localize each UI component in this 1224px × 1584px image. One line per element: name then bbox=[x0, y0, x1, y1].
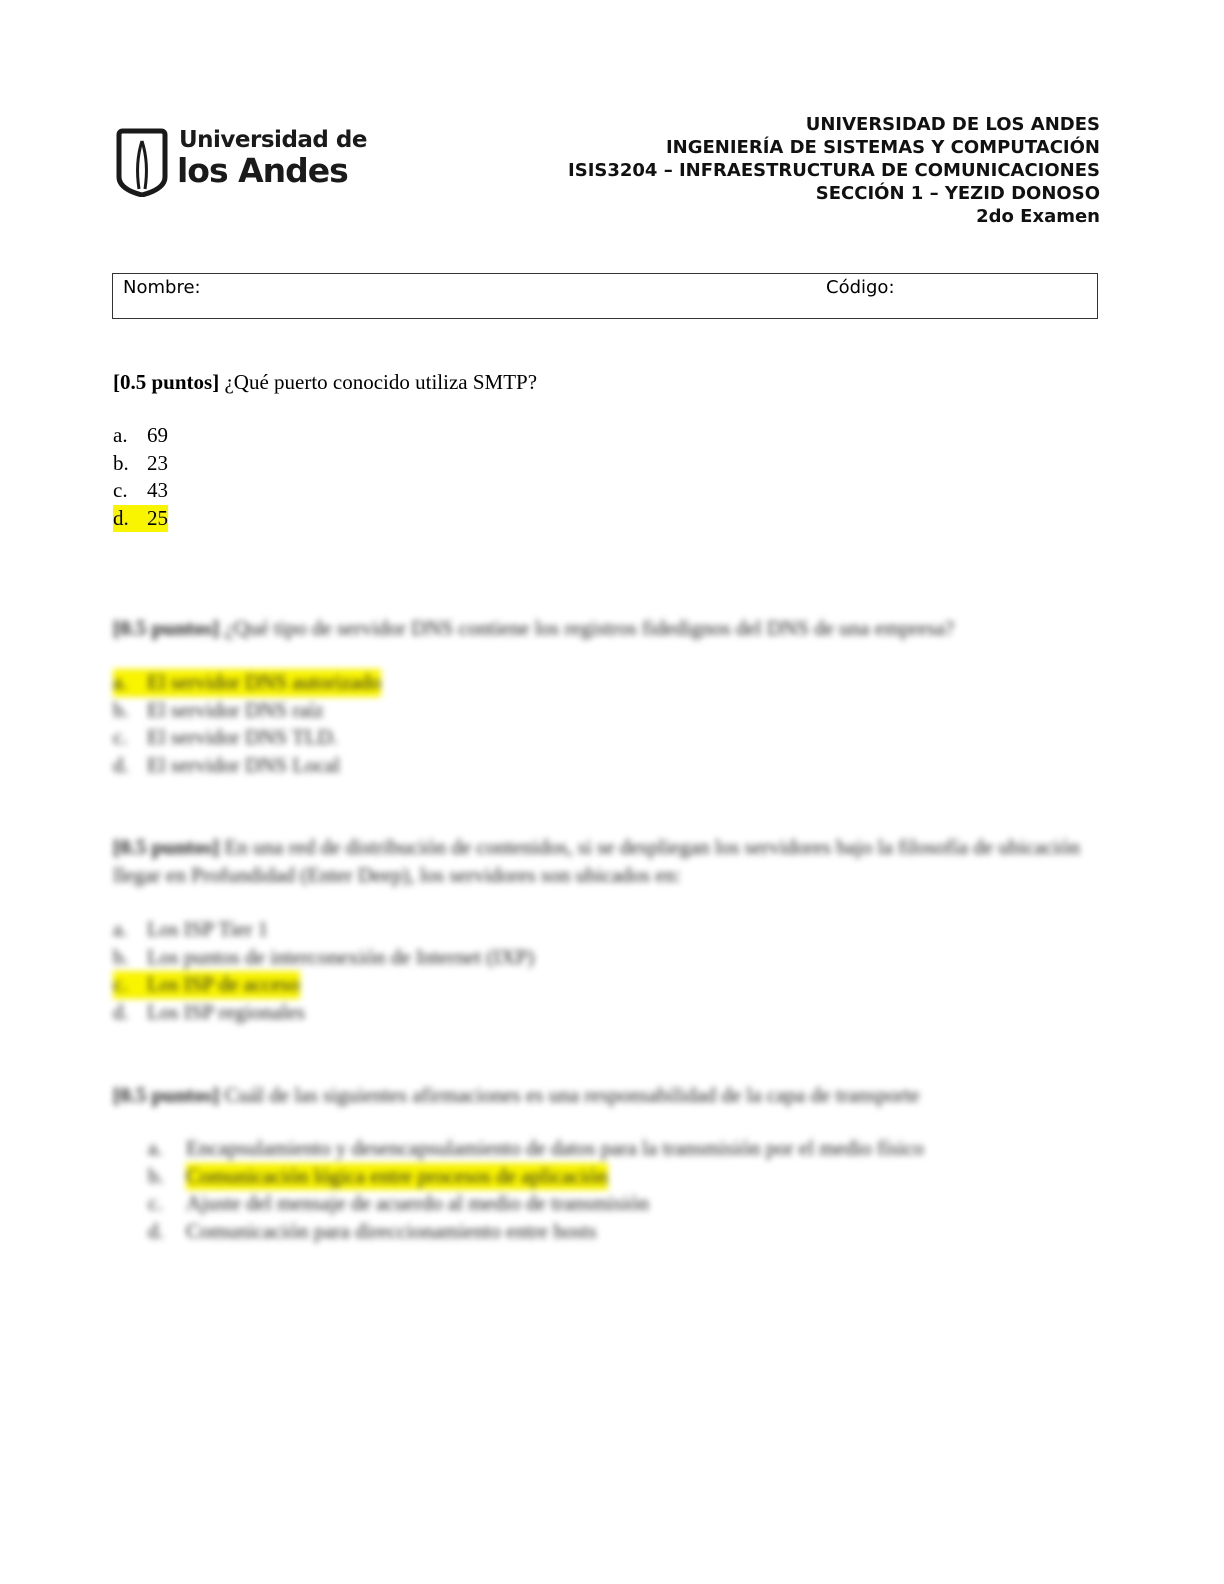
option bbox=[113, 999, 534, 1027]
question-1-options bbox=[113, 422, 168, 532]
header-course: ISIS3204 – INFRAESTRUCTURA DE COMUNICACIONES bbox=[568, 160, 1100, 181]
question-text: ¿Qué tipo de servidor DNS contiene los registros fidedignos del DNS de una empresa? bbox=[224, 616, 955, 640]
option-letter: a. bbox=[113, 423, 128, 447]
highlight bbox=[113, 669, 381, 697]
option bbox=[113, 944, 534, 972]
option bbox=[113, 697, 381, 725]
logo-line-1: Universidad de bbox=[179, 127, 367, 153]
question-2-options bbox=[113, 669, 381, 779]
option bbox=[148, 1218, 924, 1246]
option-highlighted bbox=[113, 971, 534, 999]
question-points: [0.5 puntos] bbox=[113, 835, 220, 859]
highlight bbox=[113, 505, 168, 533]
university-emblem-icon bbox=[113, 127, 171, 197]
question-3-options bbox=[113, 916, 534, 1026]
question-4 bbox=[113, 1081, 1103, 1109]
option-letter: c. bbox=[113, 478, 128, 502]
student-info-box bbox=[112, 273, 1098, 319]
document-header bbox=[568, 113, 1100, 228]
option-letter: b. bbox=[113, 450, 129, 475]
option-text: Comunicación para direccionamiento entre hosts bbox=[186, 1218, 597, 1243]
question-points: [0.5 puntos] bbox=[113, 370, 220, 394]
option bbox=[148, 1135, 924, 1163]
option-text: El servidor DNS TLD. bbox=[147, 725, 338, 749]
option-text: Los ISP Tier 1 bbox=[147, 917, 269, 941]
question-4-options bbox=[148, 1135, 924, 1245]
question-1 bbox=[113, 368, 1103, 396]
option-text: Los ISP de acceso bbox=[147, 972, 300, 996]
header-exam: 2do Examen bbox=[976, 206, 1100, 227]
header-department: INGENIERÍA DE SISTEMAS Y COMPUTACIÓN bbox=[665, 137, 1100, 158]
option-letter: b. bbox=[113, 697, 129, 722]
option-text: Los puntos de interconexión de Internet (IXP) bbox=[147, 944, 535, 969]
option bbox=[113, 724, 381, 752]
name-label: Nombre: bbox=[123, 277, 201, 298]
option-highlighted bbox=[113, 669, 381, 697]
option-text: Los ISP regionales bbox=[147, 999, 305, 1024]
option-text: El servidor DNS raíz bbox=[147, 697, 324, 722]
option-text: Comunicación lógica entre procesos de aplicación bbox=[186, 1163, 608, 1188]
question-2 bbox=[113, 614, 1103, 642]
header-section: SECCIÓN 1 – YEZID DONOSO bbox=[815, 183, 1100, 204]
option-letter: c. bbox=[113, 972, 128, 996]
option bbox=[113, 422, 168, 450]
question-text: Cuál de las siguientes afirmaciones es una responsabilidad de la capa de transporte bbox=[224, 1083, 920, 1107]
option-text: 23 bbox=[147, 450, 168, 475]
question-points: [0.5 puntos] bbox=[113, 1083, 220, 1107]
header-university: UNIVERSIDAD DE LOS ANDES bbox=[805, 114, 1100, 135]
option-text: El servidor DNS autorizado bbox=[147, 670, 381, 694]
option bbox=[113, 450, 168, 478]
option-text: Ajuste del mensaje de acuerdo al medio de transmisión bbox=[186, 1191, 650, 1215]
question-text: ¿Qué puerto conocido utiliza SMTP? bbox=[224, 370, 538, 394]
option bbox=[148, 1190, 924, 1218]
option-highlighted bbox=[148, 1163, 924, 1191]
option-letter: d. bbox=[113, 505, 129, 530]
option-letter: b. bbox=[113, 944, 129, 969]
option-text: Encapsulamiento y desencapsulamiento de datos para la transmisión por el medio físico bbox=[186, 1136, 924, 1160]
option-letter: b. bbox=[148, 1163, 164, 1188]
question-text: En una red de distribución de contenidos, si se despliegan los servidores bajo la filosofía de ubicación llegar en Profundidad (Enter Deep), los servidores son ubicados en: bbox=[113, 835, 1080, 887]
option-letter: a. bbox=[148, 1136, 163, 1160]
option-letter: c. bbox=[113, 725, 128, 749]
option-letter: d. bbox=[113, 999, 129, 1024]
question-points: [0.5 puntos] bbox=[113, 616, 220, 640]
option-text: El servidor DNS Local bbox=[147, 752, 341, 777]
option bbox=[113, 477, 168, 505]
option-text: 43 bbox=[147, 478, 168, 502]
option-text: 69 bbox=[147, 423, 168, 447]
option-highlighted bbox=[113, 505, 168, 533]
code-label: Código: bbox=[826, 277, 895, 298]
option-letter: d. bbox=[148, 1218, 164, 1243]
option bbox=[113, 752, 381, 780]
highlight bbox=[113, 971, 300, 999]
option-letter: a. bbox=[113, 670, 128, 694]
logo-line-2: los Andes bbox=[177, 151, 348, 190]
option-text: 25 bbox=[147, 505, 168, 530]
question-3 bbox=[113, 833, 1103, 889]
university-logo bbox=[113, 125, 367, 200]
option-letter: a. bbox=[113, 917, 128, 941]
option-letter: c. bbox=[148, 1191, 163, 1215]
option bbox=[113, 916, 534, 944]
highlight bbox=[186, 1163, 608, 1191]
option-letter: d. bbox=[113, 752, 129, 777]
